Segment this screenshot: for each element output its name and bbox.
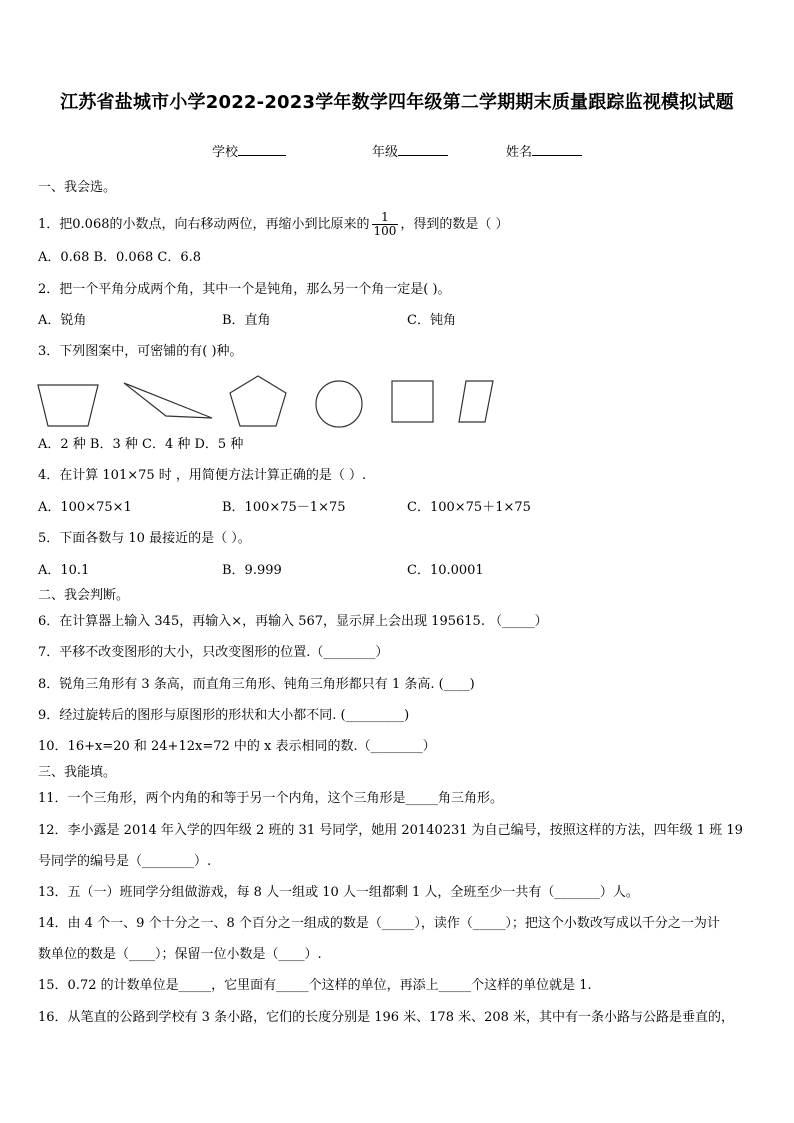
question-5-option-a: A．10.1 <box>38 563 90 578</box>
question-12-line-2: 号同学的编号是（________）. <box>38 854 212 869</box>
question-7: 7．平移不改变图形的大小，只改变图形的位置.（________） <box>38 645 389 660</box>
name-label: 姓名 <box>506 145 533 160</box>
question-1-text-a: 1．把0.068的小数点，向右移动两位，再缩小到比原来的 <box>38 217 370 232</box>
question-2-option-b: B．直角 <box>222 313 271 328</box>
section-heading-1: 一、我会选。 <box>38 180 117 195</box>
pentagon-shape <box>230 376 286 426</box>
question-4-option-a: A．100×75×1 <box>38 500 132 515</box>
question-4-option-c: C．100×75＋1×75 <box>407 500 531 515</box>
tessellation-shapes-figure <box>30 370 510 432</box>
question-4-option-b: B．100×75－1×75 <box>222 500 346 515</box>
question-2-option-c: C．钝角 <box>407 313 456 328</box>
question-11: 11．一个三角形，两个内角的和等于另一个内角，这个三角形是_____角三角形。 <box>38 791 504 806</box>
question-4: 4．在计算 101×75 时 ，用简便方法计算正确的是（ ）. <box>38 468 367 483</box>
question-5: 5．下面各数与 10 最接近的是（ ）。 <box>38 531 251 546</box>
section-heading-3: 三、我能填。 <box>38 765 117 780</box>
fraction-denominator: 100 <box>373 224 397 238</box>
question-1-options: A．0.68 B．0.068 C．6.8 <box>38 250 201 265</box>
question-16: 16．从笔直的公路到学校有 3 条小路，它们的长度分别是 196 米、178 米、208 米，其中有一条小路与公路是垂直的， <box>38 1010 735 1025</box>
section-heading-2: 二、我会判断。 <box>38 588 130 603</box>
name-blank[interactable] <box>532 142 582 156</box>
square-shape <box>392 381 433 422</box>
parallelogram-shape <box>459 381 493 422</box>
grade-label: 年级 <box>372 145 399 160</box>
question-12-line-1: 12．李小露是 2014 年入学的四年级 2 班的 31 号同学，她用 20140231 为自己编号，按照这样的方法，四年级 1 班 19 <box>38 823 743 838</box>
question-3: 3．下列图案中，可密铺的有( )种。 <box>38 344 243 359</box>
school-label: 学校 <box>212 145 239 160</box>
fraction-numerator: 1 <box>372 211 399 225</box>
question-8: 8．锐角三角形有 3 条高，而直角三角形、钝角三角形都只有 1 条高. (____) <box>38 677 475 692</box>
question-5-option-c: C．10.0001 <box>407 563 484 578</box>
page-title: 江苏省盐城市小学2022-2023学年数学四年级第二学期期末质量跟踪监视模拟试题 <box>60 92 734 113</box>
circle-shape <box>316 381 362 427</box>
question-15: 15．0.72 的计数单位是_____，它里面有_____个这样的单位，再添上_____个这样的单位就是 1. <box>38 978 592 993</box>
question-14-line-1: 14．由 4 个一、9 个十分之一、8 个百分之一组成的数是（_____），读作（_____）；把这个小数改写成以千分之一为计 <box>38 916 720 931</box>
question-2-option-a: A．锐角 <box>38 313 87 328</box>
trapezoid-shape <box>38 385 98 426</box>
question-5-option-b: B．9.999 <box>222 563 282 578</box>
grade-field <box>372 141 448 160</box>
fraction <box>372 211 399 238</box>
question-9: 9．经过旋转后的图形与原图形的形状和大小都不同. (_________) <box>38 708 410 723</box>
question-14-line-2: 数单位的数是（____）；保留一位小数是（____）. <box>38 947 322 962</box>
grade-blank[interactable] <box>398 142 448 156</box>
question-1 <box>38 211 509 238</box>
triangle-shape <box>124 383 212 418</box>
question-10: 10．16+x=20 和 24+12x=72 中的 x 表示相同的数.（________） <box>38 739 436 754</box>
school-field <box>212 141 286 160</box>
school-blank[interactable] <box>238 142 286 156</box>
question-2: 2．把一个平角分成两个角，其中一个是钝角，那么另一个角一定是( )。 <box>38 282 451 297</box>
question-1-text-b: ，得到的数是（ ） <box>400 217 509 232</box>
name-field <box>506 141 582 160</box>
question-3-options: A．2 种 B．3 种 C．4 种 D．5 种 <box>38 437 244 452</box>
question-6: 6．在计算器上输入 345，再输入×，再输入 567，显示屏上会出现 195615. （_____） <box>38 614 548 629</box>
question-13: 13．五（一）班同学分组做游戏，每 8 人一组或 10 人一组都剩 1 人，全班至少一共有（_______）人。 <box>38 885 639 900</box>
